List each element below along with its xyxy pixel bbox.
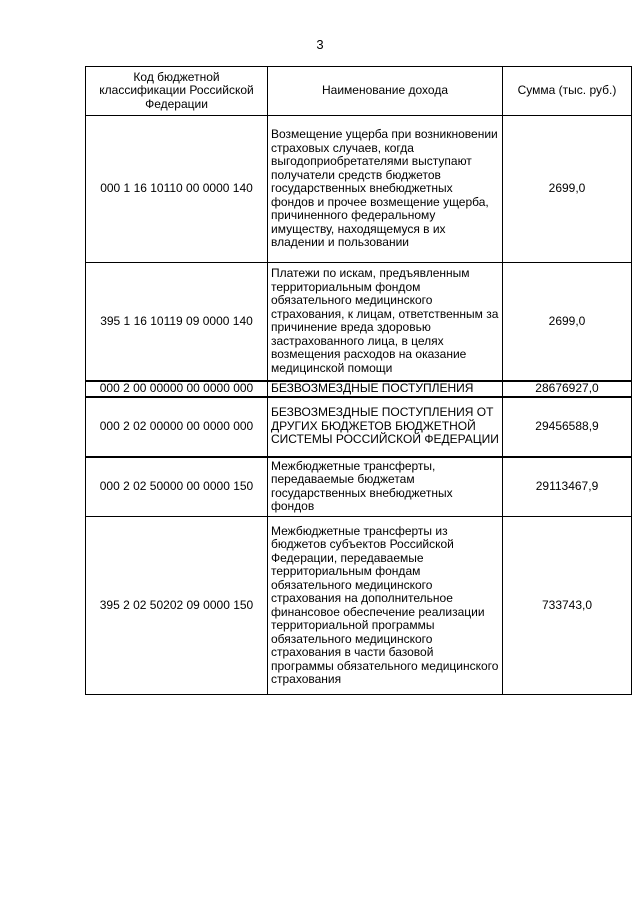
row-name: БЕЗВОЗМЕЗДНЫЕ ПОСТУПЛЕНИЯ ОТ ДРУГИХ БЮДЖЕТОВ БЮДЖЕТНОЙ СИСТЕМЫ РОССИЙСКОЙ ФЕДЕРАЦИИ — [268, 397, 503, 457]
table-row — [86, 381, 632, 397]
table-row — [86, 263, 632, 381]
row-sum: 733743,0 — [503, 517, 632, 695]
table-row — [86, 397, 632, 457]
header-sum: Сумма (тыс. руб.) — [503, 67, 632, 116]
page-number: 3 — [316, 37, 324, 52]
row-sum: 2699,0 — [503, 116, 632, 263]
row-name: Межбюджетные трансферты, передаваемые бюджетам государственных внебюджетных фондов — [268, 457, 503, 517]
row-sum: 29456588,9 — [503, 397, 632, 457]
table-row — [86, 116, 632, 263]
row-sum: 29113467,9 — [503, 457, 632, 517]
table-row — [86, 457, 632, 517]
row-name: БЕЗВОЗМЕЗДНЫЕ ПОСТУПЛЕНИЯ — [268, 381, 503, 397]
row-name: Платежи по искам, предъявленным территориальным фондом обязательного медицинского страхования, к лицам, ответственным за причинение вреда здоровью застрахованного лица, в целях возмещения расходов на оказание медицинской помощи — [268, 263, 503, 381]
row-sum: 2699,0 — [503, 263, 632, 381]
row-sum: 28676927,0 — [503, 381, 632, 397]
row-name: Возмещение ущерба при возникновении страховых случаев, когда выгодоприобретателями выступают получатели средств бюджетов государственных внебюджетных фондов и прочее возмещение ущерба, причиненного федеральному имуществу, находящемуся в их владении и пользовании — [268, 116, 503, 263]
table-row — [86, 517, 632, 695]
row-code: 395 2 02 50202 09 0000 150 — [86, 517, 268, 695]
header-code: Код бюджетной классификации Российской Федерации — [86, 67, 268, 116]
row-code: 000 2 00 00000 00 0000 000 — [86, 381, 268, 397]
row-name: Межбюджетные трансферты из бюджетов субъектов Российской Федерации, передаваемые территориальным фондам обязательного медицинского страхования на дополнительное финансовое обеспечение реализации территориальной программы обязательного медицинского страхования в части базовой программы обязательного медицинского страхования — [268, 517, 503, 695]
row-code: 000 2 02 00000 00 0000 000 — [86, 397, 268, 457]
table-header-row — [86, 67, 632, 116]
header-name: Наименование дохода — [268, 67, 503, 116]
revenue-table — [85, 66, 632, 695]
row-code: 000 2 02 50000 00 0000 150 — [86, 457, 268, 517]
row-code: 395 1 16 10119 09 0000 140 — [86, 263, 268, 381]
row-code: 000 1 16 10110 00 0000 140 — [86, 116, 268, 263]
